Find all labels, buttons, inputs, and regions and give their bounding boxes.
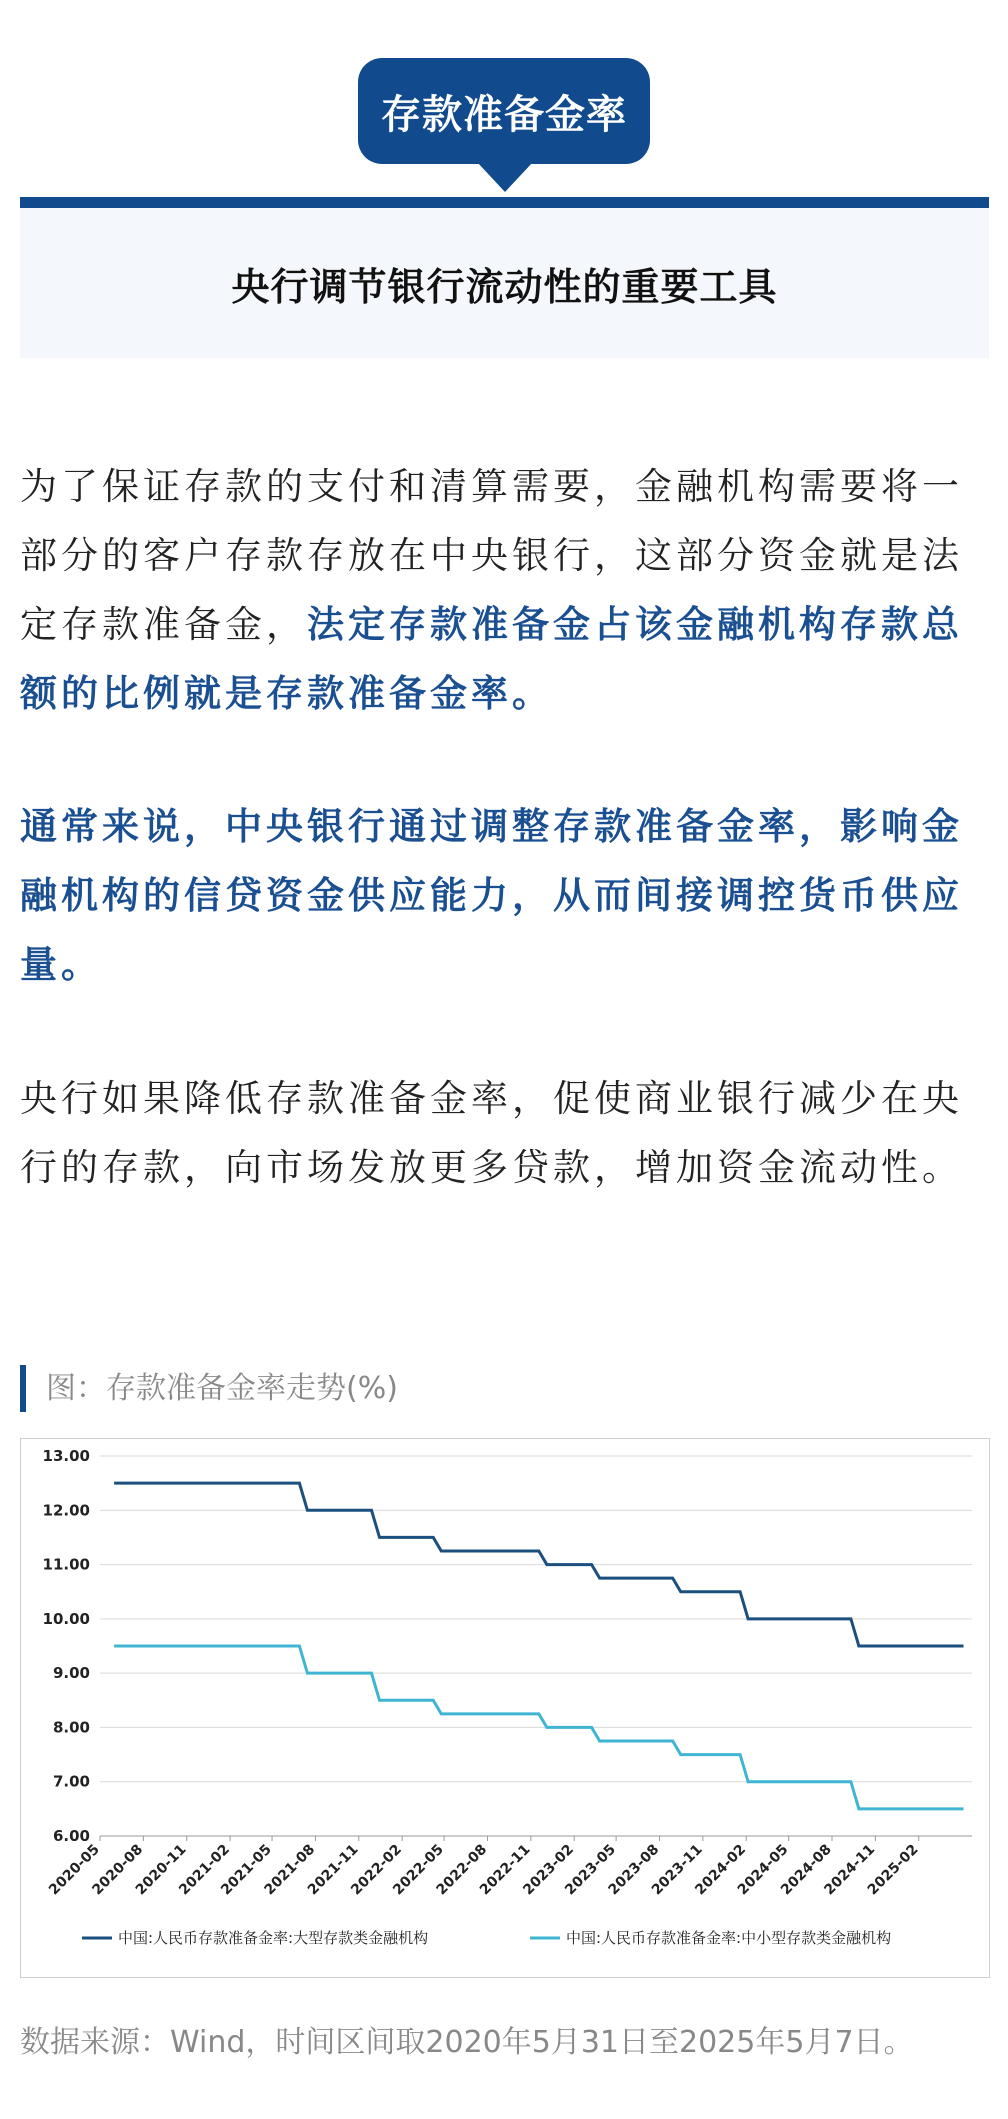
caption-accent-bar [20,1365,26,1412]
x-tick-label: 2022-05 [390,1841,447,1899]
x-tick-label: 2024-02 [692,1841,750,1899]
figure-caption: 图：存款准备金率走势(%) [46,1371,398,1406]
data-source-note: 数据来源：Wind，时间区间取2020年5月31日至2025年5月7日。 [20,2025,914,2060]
x-tick-label: 2024-05 [734,1841,792,1899]
legend-label: 中国:人民币存款准备金率:中小型存款类金融机构 [566,1929,892,1947]
y-tick-label: 13.00 [42,1447,90,1465]
paragraph-definition [20,452,990,728]
paragraph-definition-text: 为了保证存款的支付和清算需要，金融机构需要将一部分的客户存款存放在中央银行，这部分资金就是法定存款准备金， [20,465,963,646]
subtitle-box [20,208,989,358]
x-tick-label: 2021-11 [304,1841,362,1899]
title-badge-text: 存款准备金率 [381,91,627,138]
x-tick-label: 2020-05 [46,1841,103,1899]
x-tick-label: 2023-02 [520,1841,578,1899]
x-tick-label: 2020-11 [132,1841,190,1899]
x-tick-label: 2023-08 [605,1841,663,1899]
title-badge [358,58,650,164]
paragraph-effect-text: 央行如果降低存款准备金率，促使商业银行减少在央行的存款，向市场发放更多贷款，增加资金流动性。 [20,1077,963,1189]
y-tick-label: 10.00 [42,1609,90,1628]
x-tick-label: 2023-11 [648,1841,706,1899]
x-tick-label: 2021-08 [261,1841,319,1899]
y-tick-label: 12.00 [42,1501,90,1520]
subtitle: 央行调节银行流动性的重要工具 [231,264,778,309]
x-tick-label: 2022-08 [433,1841,491,1899]
x-tick-label: 2022-02 [348,1841,405,1899]
y-tick-label: 8.00 [52,1718,90,1737]
paragraph-definition-highlight: 法定存款准备金占该金融机构存款总额的比例就是存款准备金率。 [20,603,963,715]
title-badge-pointer [477,162,533,192]
x-tick-label: 2022-11 [476,1841,534,1899]
x-tick-label: 2020-08 [89,1841,147,1899]
legend-label: 中国:人民币存款准备金率:大型存款类金融机构 [118,1929,429,1947]
x-tick-label: 2023-05 [562,1841,619,1899]
y-tick-label: 9.00 [52,1664,90,1683]
x-tick-label: 2024-11 [821,1841,879,1899]
x-tick-label: 2024-08 [778,1841,835,1899]
paragraph-mechanism [20,792,990,999]
header-rule [20,197,989,208]
y-tick-label: 11.00 [42,1555,90,1574]
paragraph-mechanism-highlight: 通常来说，中央银行通过调整存款准备金率，影响金融机构的信贷资金供应能力，从而间接调控货币供应量。 [20,805,963,986]
y-tick-label: 6.00 [52,1827,90,1845]
y-tick-label: 7.00 [52,1772,90,1791]
paragraph-effect [20,1064,990,1202]
x-tick-label: 2021-05 [218,1841,275,1899]
x-tick-label: 2025-02 [864,1841,922,1899]
x-tick-label: 2021-02 [176,1841,233,1899]
rrr-line-chart [20,1438,990,1978]
